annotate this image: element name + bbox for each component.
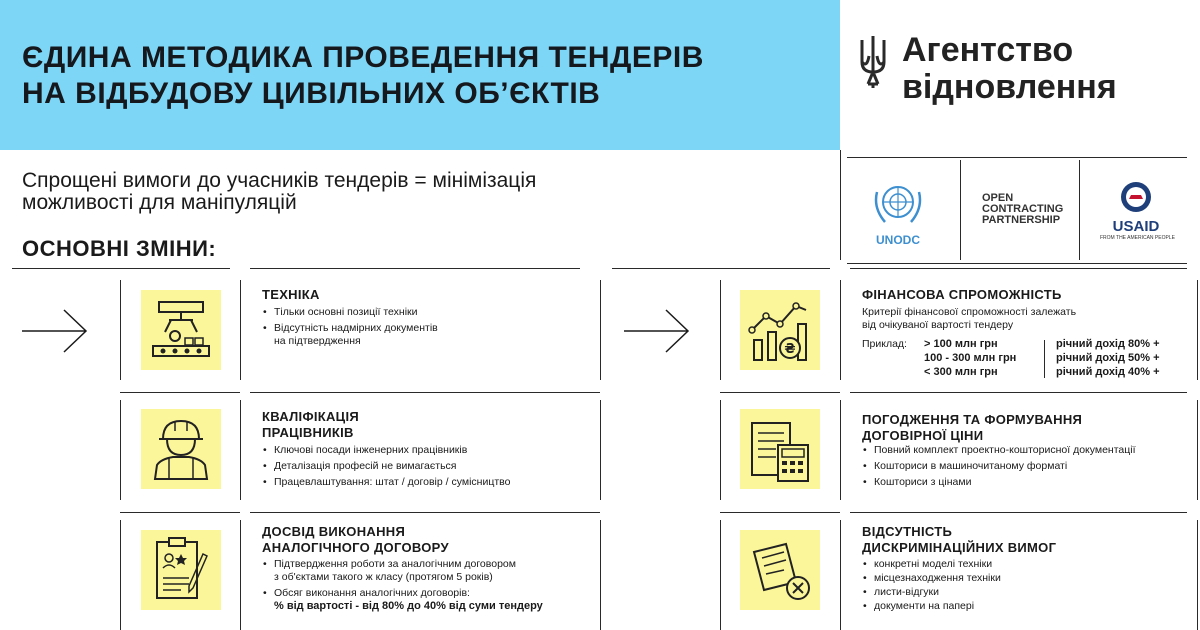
grid-line xyxy=(840,400,841,500)
grid-line xyxy=(250,392,600,393)
grid-line xyxy=(12,268,230,269)
grid-line xyxy=(250,512,600,513)
grid-line xyxy=(120,400,121,500)
price-title: ПОГОДЖЕННЯ ТА ФОРМУВАННЯ ДОГОВІРНОЇ ЦІНИ xyxy=(862,412,1083,443)
grid-line xyxy=(240,400,241,500)
grid-line xyxy=(720,392,840,393)
partners-bottom-line xyxy=(847,263,1187,264)
grid-line xyxy=(120,520,121,630)
fin-range: > 100 млн грн xyxy=(924,338,998,350)
fin-title: ФІНАНСОВА СПРОМОЖНІСТЬ xyxy=(862,287,1062,302)
grid-line xyxy=(600,520,601,630)
machinery-icon xyxy=(141,290,221,370)
grid-line xyxy=(720,280,721,380)
fin-range: < 300 млн грн xyxy=(924,366,998,378)
svg-text:₴: ₴ xyxy=(784,342,796,357)
partners-top-line xyxy=(847,157,1187,158)
subtitle: Спрощені вимоги до учасників тендерів = мінімізація можливості для маніпуляцій xyxy=(22,169,537,214)
list-item: • конкретні моделі техніки xyxy=(862,558,1001,571)
discr-title: ВІДСУТНІСТЬ ДИСКРИМІНАЦІЙНИХ ВИМОГ xyxy=(862,524,1057,555)
fin-income: річний дохід 50% + xyxy=(1056,352,1160,364)
fin-example-divider xyxy=(1044,340,1045,378)
grid-line xyxy=(120,392,240,393)
list-item: • листи-відгуки xyxy=(862,586,1001,599)
usaid-logo: USAID FROM THE AMERICAN PEOPLE xyxy=(1100,180,1172,241)
exp-bullets xyxy=(262,558,543,613)
list-item: • Кошториси в машиночитаному форматі xyxy=(862,460,1136,473)
list-item: • Відсутність надмірних документів xyxy=(263,322,438,334)
grid-line xyxy=(720,512,840,513)
grid-line xyxy=(1197,280,1198,380)
exp-title: ДОСВІД ВИКОНАННЯ АНАЛОГІЧНОГО ДОГОВОРУ xyxy=(262,524,449,555)
trident-icon xyxy=(856,32,890,90)
grid-line xyxy=(612,268,830,269)
documents-reject-icon xyxy=(740,530,820,610)
ocp-logo: OPEN CONTRACTING PARTNERSHIP xyxy=(982,192,1064,226)
fin-income: річний дохід 80% + xyxy=(1056,338,1160,350)
list-item: • Деталізація професій не вимагається xyxy=(262,460,510,473)
grid-line xyxy=(1197,400,1198,500)
partners-divider-2 xyxy=(1079,160,1080,260)
grid-line xyxy=(850,392,1187,393)
grid-line xyxy=(720,400,721,500)
grid-line xyxy=(840,520,841,630)
worker-icon xyxy=(141,409,221,489)
grid-line xyxy=(250,268,580,269)
usaid-seal-icon xyxy=(1119,180,1153,214)
agency-name-line1: Агентство xyxy=(902,31,1074,69)
list-item: • Обсяг виконання аналогічних договорів: % від вартості - від 80% до 40% від суми тендеру xyxy=(263,587,543,612)
qual-bullets xyxy=(262,444,510,492)
fin-range: 100 - 300 млн грн xyxy=(924,352,1017,364)
grid-line xyxy=(240,520,241,630)
unodc-logo: UNODC xyxy=(866,178,930,247)
list-item: • Працевлаштування: штат / договір / сумісництво xyxy=(262,476,510,489)
price-bullets xyxy=(862,444,1136,492)
list-item: • Тільки основні позиції техніки xyxy=(263,306,418,318)
arrow-right-icon xyxy=(622,308,692,354)
section-heading: ОСНОВНІ ЗМІНИ: xyxy=(22,236,217,261)
tech-bullets xyxy=(262,306,438,348)
partners-divider-left xyxy=(840,150,841,260)
grid-line xyxy=(1197,520,1198,630)
finance-chart-icon xyxy=(740,290,820,370)
list-item: • Підтвердження роботи за аналогічним договором з об'єктами такого ж класу (протягом 5 років) xyxy=(263,558,516,583)
grid-line xyxy=(840,280,841,380)
agency-name-line2: відновлення xyxy=(902,68,1117,106)
grid-line xyxy=(850,268,1187,269)
list-item: • місцезнаходження техніки xyxy=(862,572,1001,585)
page-title: ЄДИНА МЕТОДИКА ПРОВЕДЕННЯ ТЕНДЕРІВ НА ВІДБУДОВУ ЦИВІЛЬНИХ ОБ’ЄКТІВ xyxy=(22,41,704,110)
fin-description: Критерії фінансової спроможності залежать від очікуваної вартості тендеру xyxy=(862,306,1077,331)
grid-line xyxy=(720,520,721,630)
un-emblem-icon xyxy=(869,178,927,230)
list-item-continuation: на підтвердження xyxy=(274,335,361,347)
list-item: • Кошториси з цінами xyxy=(862,476,1136,489)
partners-divider-1 xyxy=(960,160,961,260)
qual-title: КВАЛІФІКАЦІЯ ПРАЦІВНИКІВ xyxy=(262,409,360,440)
grid-line xyxy=(850,512,1187,513)
grid-line xyxy=(120,512,240,513)
discr-bullets xyxy=(862,558,1001,614)
grid-line xyxy=(600,280,601,380)
fin-example-label: Приклад: xyxy=(862,338,907,350)
grid-line xyxy=(120,280,121,380)
list-item: • документи на папері xyxy=(862,600,1001,613)
tech-title: ТЕХНІКА xyxy=(262,287,320,302)
agency-logo xyxy=(856,32,1117,106)
grid-line xyxy=(600,400,601,500)
list-item: • Повний комплект проектно-кошторисної документації xyxy=(862,444,1136,457)
grid-line xyxy=(240,280,241,380)
fin-income: річний дохід 40% + xyxy=(1056,366,1160,378)
list-item: • Ключові посади інженерних працівників xyxy=(262,444,510,457)
clipboard-icon xyxy=(141,530,221,610)
arrow-right-icon xyxy=(20,308,90,354)
calculator-icon xyxy=(740,409,820,489)
